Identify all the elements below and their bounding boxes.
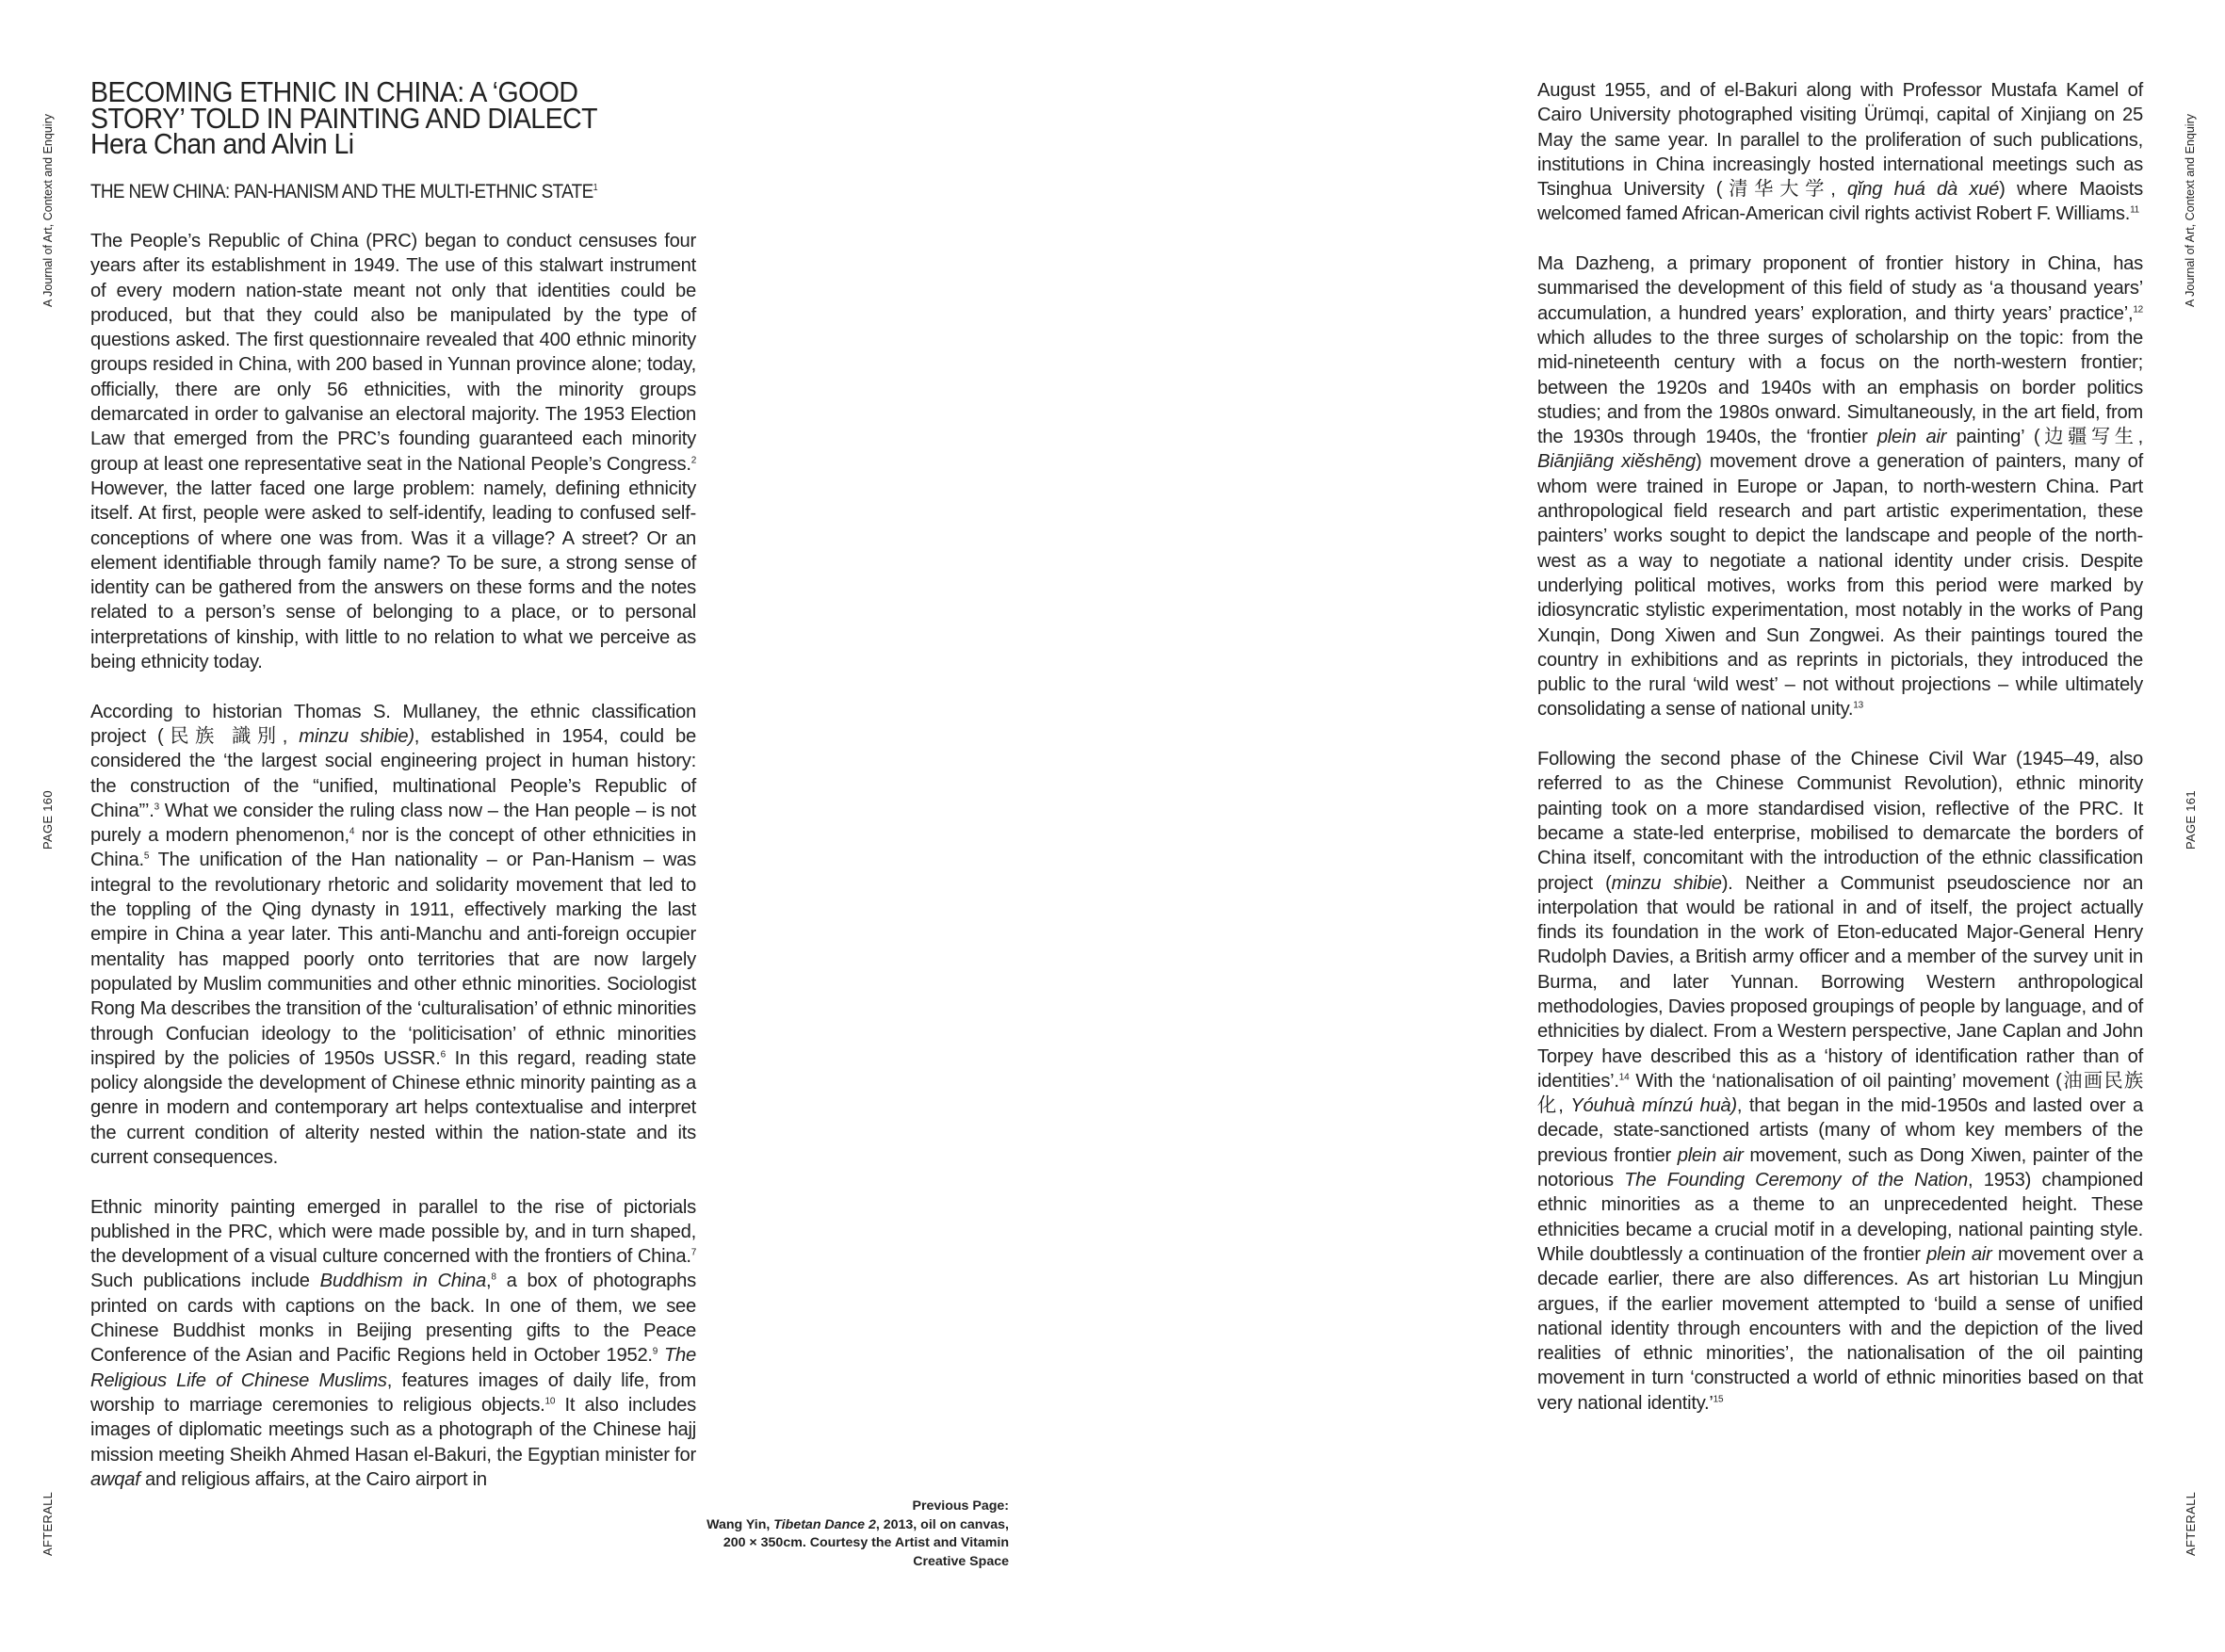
footnote-ref: 13 bbox=[1853, 700, 1863, 711]
text-run bbox=[658, 1345, 664, 1366]
text-run: and religious affairs, at the Cairo airport in bbox=[139, 1468, 487, 1490]
article-title-line: STORY’ TOLD IN PAINTING AND DIALECT bbox=[90, 101, 598, 135]
paragraph bbox=[1537, 78, 2143, 227]
italic-run: plein air bbox=[1876, 427, 1947, 448]
footnote-ref: 4 bbox=[349, 826, 355, 837]
paragraph bbox=[1537, 747, 2143, 1416]
caption-details: , 2013, oil on canvas, 200 × 350cm. Courtesy the Artist and Vitamin Creative Space bbox=[723, 1516, 1009, 1569]
paragraph bbox=[90, 700, 696, 1171]
footnote-ref: 12 bbox=[2133, 303, 2143, 315]
publication-name-right: AFTERALL bbox=[2184, 1491, 2198, 1556]
paragraph bbox=[1537, 251, 2143, 722]
footnote-ref: 8 bbox=[491, 1271, 496, 1283]
text-run: Ma Dazheng, a primary proponent of frontier history in China, has summarised the development of this field of study as ‘a thousand years’ accumulation, a hundred years’ exploration, and thirty years’ practice’, bbox=[1537, 253, 2143, 324]
article-title-line: BECOMING ETHNIC IN CHINA: A ‘GOOD bbox=[90, 75, 578, 108]
footnote-ref: 9 bbox=[652, 1346, 658, 1357]
text-run: With the ‘nationalisation of oil painting’ movement (油画民族化, bbox=[1537, 1070, 2143, 1117]
text-run: nor is the concept of other ethnicities in China. bbox=[90, 825, 696, 871]
text-run: The unification of the Han nationality – or Pan-Hanism – was integral to the revolutionary rhetoric and solidarity movement that led to the toppling of the Qing dynasty in 1911, effectively marking the last empire in China a year later. This anti-Manchu and anti-foreign occupier mentality has mapped poorly onto territories that are now largely populated by Muslim communities and other ethnic minorities. Sociologist Rong Ma describes the transition of the ‘culturalisation’ of ethnic minorities through Confucian ideology to the ‘politicisation’ of ethnic minorities inspired by the policies of 1950s USSR. bbox=[90, 850, 696, 1069]
italic-run: minzu shibie) bbox=[299, 725, 414, 747]
text-run: a box of photographs printed on cards with captions on the back. In one of them, we see Chinese Buddhist monks in Beijing presenting gifts to the Peace Conference of the Asian and Pacific Regions held in October 1952. bbox=[90, 1271, 696, 1367]
text-run: Ethnic minority painting emerged in parallel to the rise of pictorials published in the PRC, which were made possible by, and in turn shaped, the development of a visual culture concerned with the frontiers of China. bbox=[90, 1196, 696, 1268]
caption-heading: Previous Page: bbox=[912, 1498, 1009, 1514]
paragraph bbox=[90, 229, 696, 674]
footnote-ref: 6 bbox=[440, 1049, 446, 1061]
article-title bbox=[90, 75, 697, 160]
footnote-ref: 10 bbox=[544, 1396, 556, 1407]
page-number-right: PAGE 161 bbox=[2184, 790, 2198, 850]
text-run: which alludes to the three surges of scholarship on the topic: from the mid-nineteenth century with a focus on the north-western frontier; between the 1920s and 1940s with an emphasis on border politics studies; and from the 1980s onward. Simultaneously, in the art field, from the 1930s through 1940s, the ‘frontier bbox=[1537, 327, 2143, 448]
italic-run: plein air bbox=[1677, 1144, 1744, 1166]
paragraph bbox=[90, 1195, 696, 1493]
publication-name-left: AFTERALL bbox=[41, 1491, 55, 1556]
footnote-ref: 15 bbox=[1713, 1394, 1724, 1404]
text-run: The People’s Republic of China (PRC) began to conduct censuses four years after its establishment in 1949. The use of this stalwart instrument of every modern nation-state meant not only that identities could be produced, but that they could also be manipulated by the type of questions asked. The first questionnaire revealed that 400 ethnic minority groups resided in China, with 200 based in Yunnan province alone; today, officially, there are only 56 ethnicities, with the minority groups demarcated in order to galvanise an electoral majority. The 1953 Election Law that emerged from the PRC’s founding guaranteed each minority group at least one representative seat in the National People’s Congress. bbox=[90, 231, 696, 475]
text-run: It also includes images of diplomatic meetings such as a photograph of the Chinese hajj mission meeting Sheikh Ahmed Hasan el-Bakuri, the Egyptian minister for bbox=[90, 1394, 696, 1466]
left-page bbox=[0, 0, 1112, 1652]
footnote-ref: 7 bbox=[690, 1247, 696, 1258]
caption-body bbox=[689, 1516, 1009, 1572]
text-run: ) movement drove a generation of painters, many of whom were trained in Europe or Japan, to north-western China. Part anthropological field research and part artistic experimentation, these painters’ works sought to depict the landscape and people of the north-west as a way to negotiate a national identity under crisis. Despite underlying political motives, works from this period were marked by idiosyncratic stylistic experimentation, most notably in the works of Pang Xunqin, Dong Xiwen and Sun Zongwei. As their paintings toured the country in exhibitions and as reprints in pictorials, they introduced the public to the rural ‘wild west’ – not without projections – while ultimately consolidating a sense of national unity. bbox=[1537, 451, 2143, 721]
caption-work-title: Tibetan Dance 2 bbox=[773, 1516, 876, 1532]
text-run: , 1953) championed ethnic minorities as a theme to an unprecedented height. These ethnicities became a crucial motif in a developing, national painting style. While doubtlessly a continuation of the frontier bbox=[1537, 1170, 2143, 1265]
italic-run: Biānjiāng xiěshēng bbox=[1537, 451, 1696, 473]
right-body-column bbox=[1537, 78, 2143, 1440]
italic-run: Yóuhuà mínzú huà) bbox=[1570, 1095, 1737, 1117]
italic-run: The Founding Ceremony of the Nation bbox=[1624, 1170, 1968, 1191]
text-run: However, the latter faced one large problem: namely, defining ethnicity itself. At first, people were asked to self-identify, leading to confused self-conceptions of where one was from. Was it a village? A street? Or an element identifiable through family name? To be sure, a strong sense of identity can be gathered from the answers on these forms and the notes related to a person’s sense of belonging to a place, or to personal interpretations of kinship, with little to no relation to what we perceive as being ethnicity today. bbox=[90, 478, 696, 673]
text-run: In this regard, reading state policy alongside the development of Chinese ethnic minority painting as a genre in modern and contemporary art helps contextualise and interpret the current condition of alterity nested within the nation-state and its current consequences. bbox=[90, 1047, 697, 1168]
italic-run: The Religious Life of Chinese Muslims bbox=[90, 1345, 697, 1391]
text-run: painting’ (边疆写生, bbox=[1946, 427, 2143, 448]
text-run: Following the second phase of the Chinese Civil War (1945–49, also referred to as the Chinese Communist Revolution), ethnic minority painting took on a more standardised vision, reflective of the PRC. It became a state-led enterprise, mobilised to demarcate the borders of China itself, concomitant with the introduction of the ethnic classification project ( bbox=[1537, 749, 2143, 894]
text-run: What we consider the ruling class now – the Han people – is not purely a modern phenomenon, bbox=[90, 800, 696, 847]
footnote-ref: 11 bbox=[2130, 204, 2139, 216]
text-run: August 1955, and of el-Bakuri along with Professor Mustafa Kamel of Cairo University photographed visiting Ürümqi, capital of Xinjiang on 25 May the same year. In parallel to the proliferation of such publications, institutions in China increasingly hosted international meetings such as Tsinghua University (清华大学, bbox=[1537, 80, 2143, 201]
page-number-left: PAGE 160 bbox=[41, 790, 55, 850]
text-run: Such publications include bbox=[90, 1271, 320, 1292]
journal-tagline-right: A Journal of Art, Context and Enquiry bbox=[2184, 114, 2197, 307]
text-run: ). Neither a Communist pseudoscience nor an interpolation that would be rational in and of itself, the project actually finds its foundation in the work of Eton-educated Major-General Henry Rudolph Davies, a British army officer and a member of the survey unit in Burma, and later Yunnan. Borrowing Western anthropological methodologies, Davies proposed groupings of people by language, and of ethnicities by dialect. From a Western perspective, Jane Caplan and John Torpey have described this as a ‘history of identification rather than of identities’. bbox=[1537, 872, 2143, 1092]
italic-run: plein air bbox=[1926, 1243, 1992, 1265]
italic-run: minzu shibie bbox=[1611, 872, 1722, 894]
footnote-ref: 2 bbox=[690, 454, 696, 465]
italic-run: qǐng huá dà xué bbox=[1847, 179, 2000, 201]
text-run: ) where Maoists welcomed famed African-American civil rights activist Robert F. Williams. bbox=[1537, 179, 2143, 225]
journal-tagline-left: A Journal of Art, Context and Enquiry bbox=[41, 114, 55, 307]
article-authors: Hera Chan and Alvin Li bbox=[90, 127, 354, 160]
italic-run: awqaf bbox=[90, 1468, 140, 1490]
caption-artist: Wang Yin, bbox=[706, 1516, 774, 1532]
right-page bbox=[1112, 0, 2225, 1652]
text-run: , that began in the mid-1950s and lasted over a decade, state-sanctioned artists (many of whom key members of the previous frontier bbox=[1537, 1095, 2143, 1166]
section-heading bbox=[90, 181, 597, 203]
text-run: movement, such as Dong Xiwen, painter of the notorious bbox=[1537, 1144, 2143, 1191]
image-caption bbox=[689, 1498, 1009, 1571]
footnote-ref: 14 bbox=[1618, 1072, 1630, 1083]
text-run: movement over a decade earlier, there are also differences. As art historian Lu Mingjun argues, if the earlier movement attempted to ‘build a sense of unified national identity through encounters with and the depiction of the lived realities of ethnic minorities’, the nationalisation of the oil painting movement in turn ‘constructed a world of ethnic minorities based on that very national identity.’ bbox=[1537, 1243, 2143, 1414]
footnote-ref: 1 bbox=[593, 183, 597, 193]
text-run: According to historian Thomas S. Mullaney, the ethnic classification project (民族 識別, bbox=[90, 701, 696, 747]
text-run: , features images of daily life, from worship to marriage ceremonies to religious objects. bbox=[90, 1369, 696, 1416]
italic-run: Buddhism in China bbox=[319, 1271, 486, 1292]
left-body-column bbox=[90, 229, 696, 1516]
footnote-ref: 3 bbox=[154, 802, 159, 813]
footnote-ref: 5 bbox=[143, 850, 150, 862]
section-heading-text: THE NEW CHINA: PAN-HANISM AND THE MULTI-ETHNIC STATE bbox=[90, 181, 593, 202]
text-run: , established in 1954, could be considered the ‘the largest social engineering project in human history: the construction of the “unified, multinational People’s Republic of China”’. bbox=[90, 725, 696, 821]
text-run: , bbox=[486, 1271, 492, 1292]
